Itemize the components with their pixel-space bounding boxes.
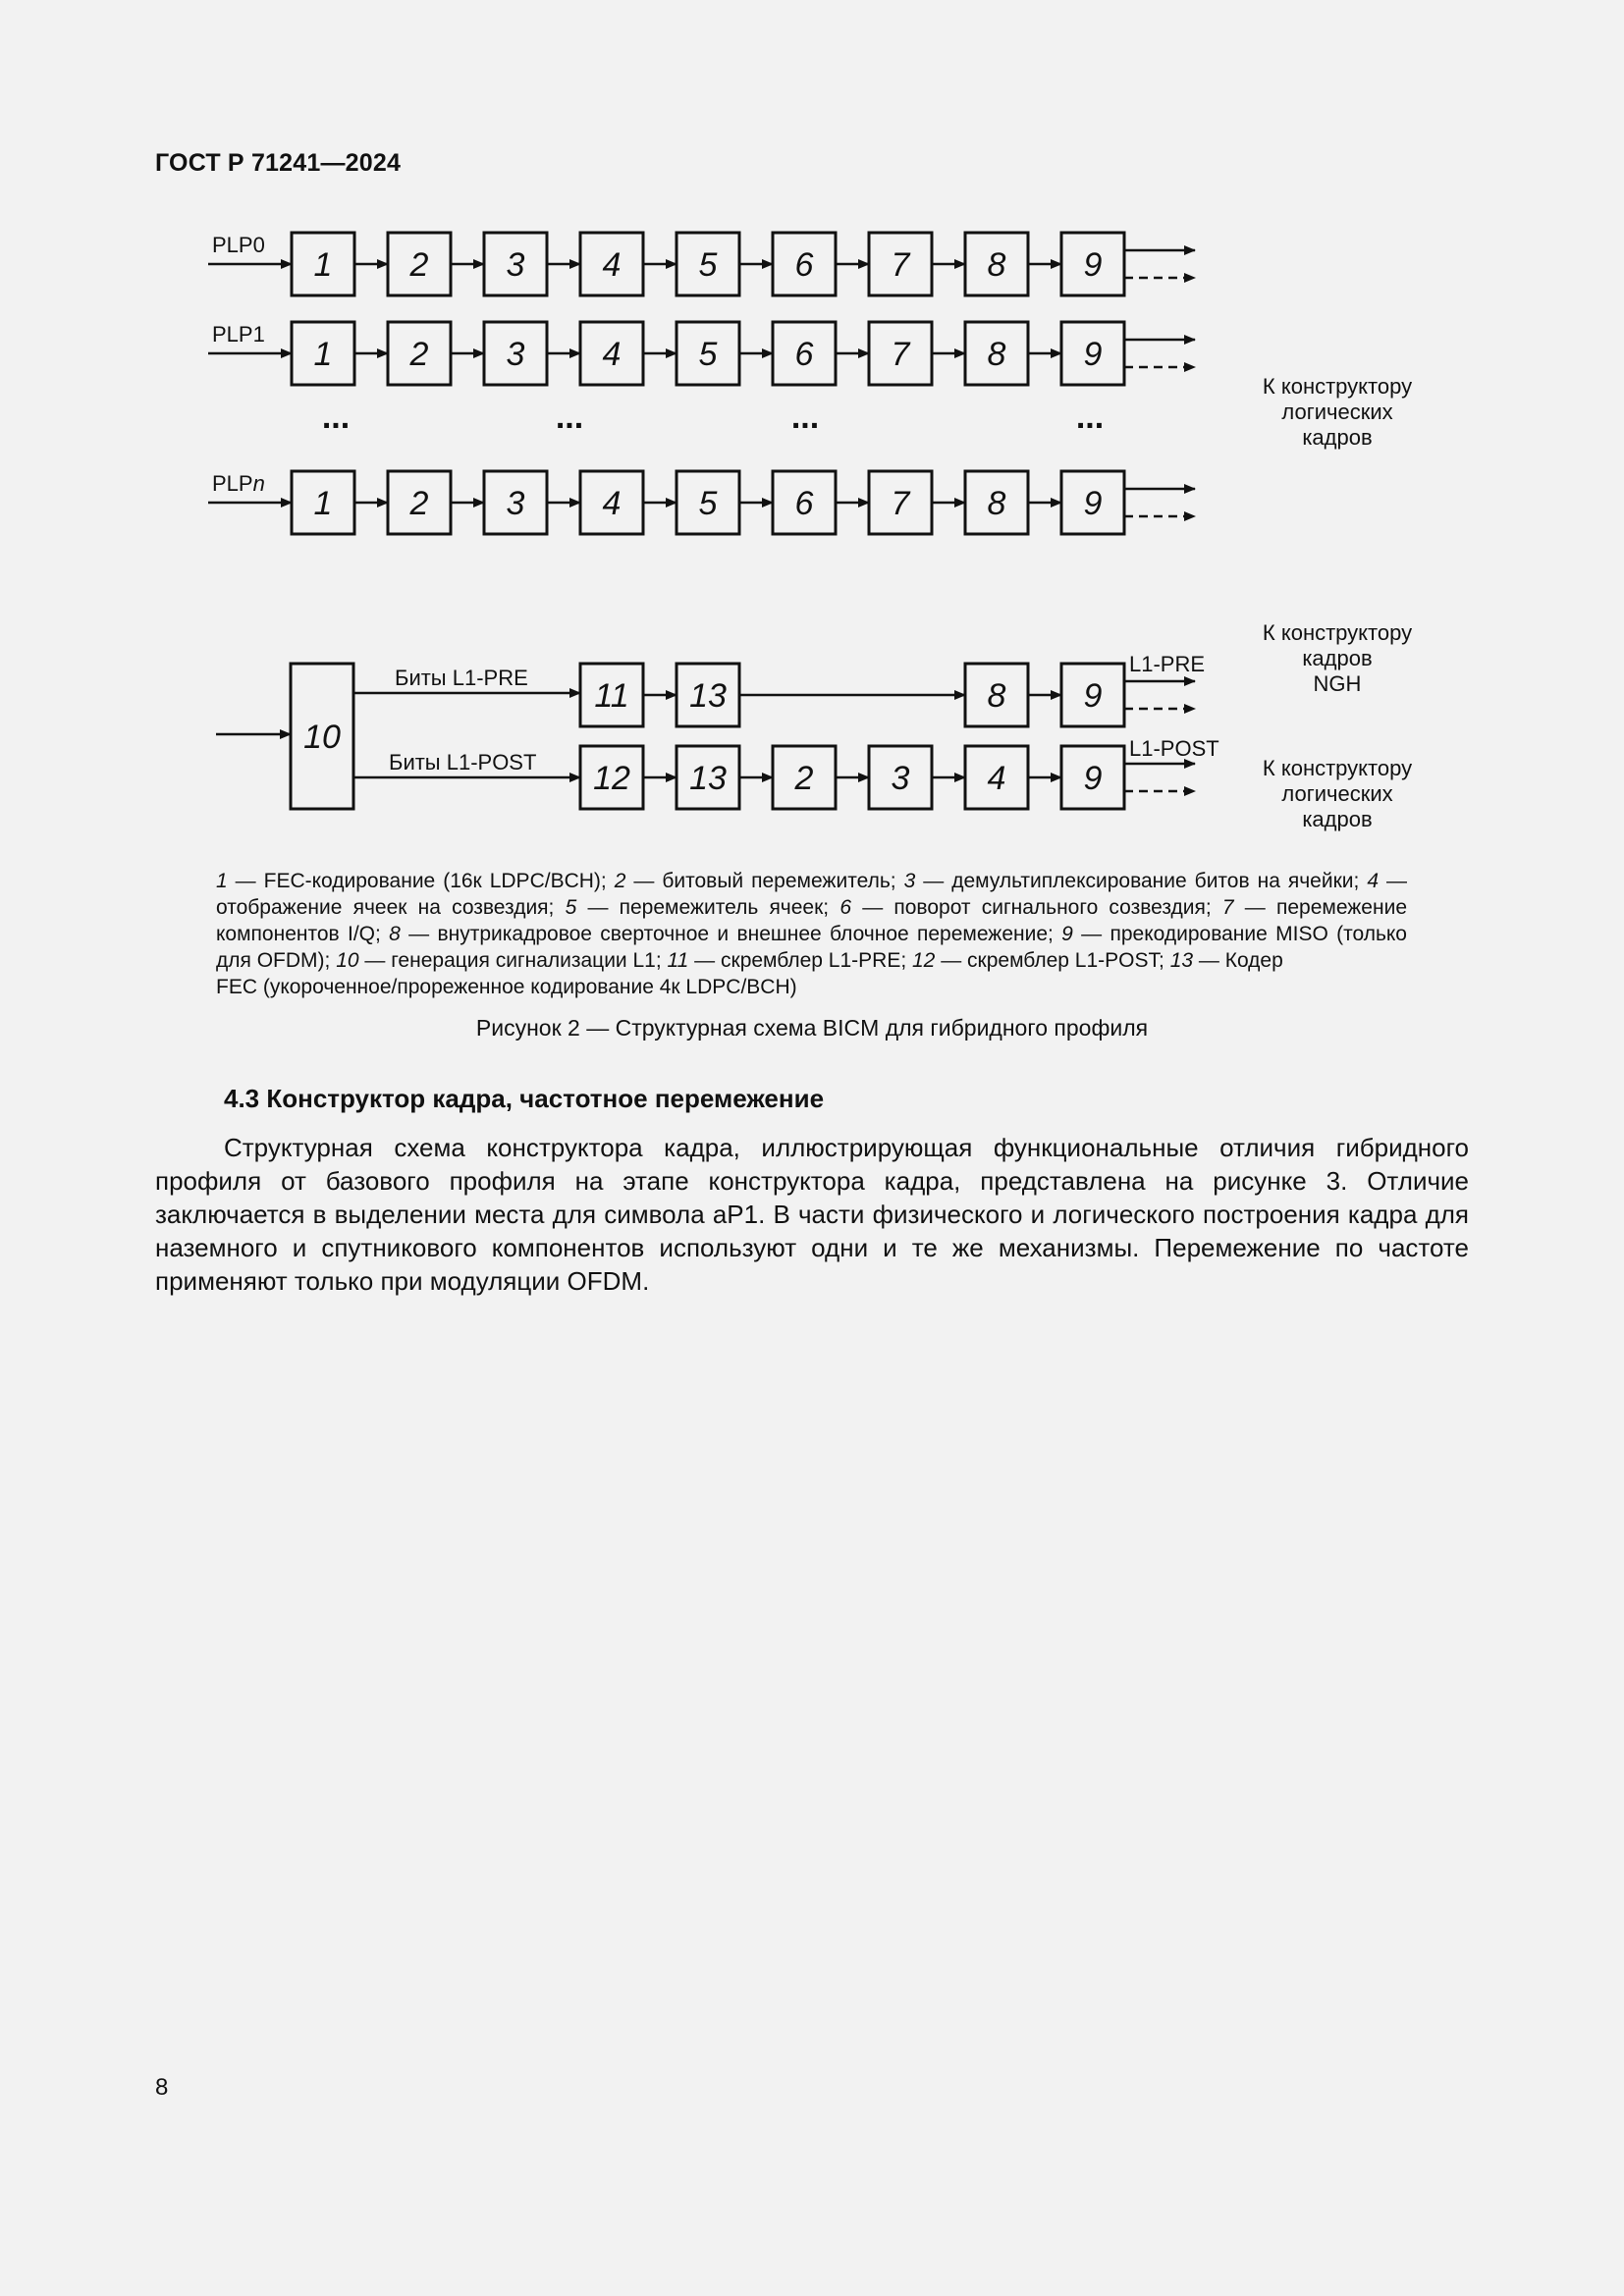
- pre-block-0-label: 11: [594, 677, 629, 715]
- row-1-block-1-label: 1: [313, 336, 333, 373]
- post-block-4-label: 4: [987, 760, 1006, 797]
- legend-text-12: — Кодер: [1193, 949, 1283, 972]
- out-post-label: L1-POST: [1129, 736, 1219, 761]
- legend-number-11: 12: [912, 949, 936, 972]
- legend-text-0: — FEC-кодирование (16к LDPC/BCH);: [227, 870, 615, 892]
- row-1-block-4-label: 4: [602, 336, 622, 373]
- legend-text-1: — битовый перемежитель;: [625, 870, 904, 892]
- post-block-5-label: 9: [1083, 760, 1103, 797]
- post-block-0-label: 12: [593, 760, 630, 797]
- row-0-block-9-label: 9: [1083, 246, 1103, 284]
- post-block-2-label: 2: [794, 760, 814, 797]
- dest-logical-bottom-line-1: логических: [1281, 781, 1393, 806]
- row-2-block-9-label: 9: [1083, 485, 1103, 522]
- row-2-block-2-label: 2: [409, 485, 429, 522]
- legend-number-1: 2: [614, 870, 626, 892]
- legend-number-6: 7: [1221, 896, 1234, 919]
- row-1-block-8-label: 8: [987, 336, 1006, 373]
- legend-number-2: 3: [903, 870, 916, 892]
- legend-number-0: 1: [216, 870, 228, 892]
- ellipsis-0: ...: [321, 399, 351, 436]
- document-header: ГОСТ Р 71241—2024: [155, 149, 402, 177]
- row-0-block-2-label: 2: [409, 246, 429, 284]
- legend-text-4: — перемежитель ячеек;: [576, 896, 840, 919]
- legend-number-3: 4: [1367, 870, 1380, 892]
- ellipsis-1: ...: [555, 399, 584, 436]
- legend-text-9: — генерация сигнализации L1;: [358, 949, 668, 972]
- dest-logical-bottom-line-2: кадров: [1302, 807, 1373, 831]
- row-2-block-4-label: 4: [602, 485, 622, 522]
- figure-legend: [216, 868, 1407, 1000]
- row-0-input-label: PLP0: [212, 233, 265, 257]
- bicm-block-diagram: [0, 0, 1624, 864]
- row-2-block-1-label: 1: [313, 485, 333, 522]
- dest-logical-top-line-1: логических: [1281, 400, 1393, 424]
- dest-logical-top-line-0: К конструктору: [1262, 374, 1413, 399]
- legend-number-12: 13: [1169, 949, 1194, 972]
- ellipsis-2: ...: [790, 399, 820, 436]
- legend-number-5: 6: [839, 896, 852, 919]
- legend-tail: FEC (укороченное/прореженное кодирование 4к LDPC/BCH): [216, 976, 797, 998]
- section-heading: 4.3 Конструктор кадра, частотное перемежение: [224, 1084, 825, 1113]
- pre-block-3-label: 9: [1083, 677, 1103, 715]
- row-0-block-5-label: 5: [698, 246, 718, 284]
- legend-text-2: — демультиплексирование битов на ячейки;: [915, 870, 1368, 892]
- row-1-input-label: PLP1: [212, 322, 265, 347]
- legend-text-11: — скремблер L1-POST;: [935, 949, 1170, 972]
- row-2-input-label: PLPn: [212, 471, 265, 496]
- legend-text-5: — поворот сигнального созвездия;: [851, 896, 1222, 919]
- dest-logical-bottom-line-0: К конструктору: [1262, 756, 1413, 780]
- legend-text-7: — внутрикадровое сверточное и внешнее блочное перемежение;: [400, 923, 1062, 945]
- row-2-block-3-label: 3: [506, 485, 525, 522]
- legend-text-10: — скремблер L1-PRE;: [688, 949, 912, 972]
- section-paragraph: Структурная схема конструктора кадра, иллюстрирующая функциональные отличия гибридного профиля от базового профиля на этапе конструктора кадра, представлена на рисунке 3. Отличие заключается в выделении места для символа aP1. В части физического и логического построения кадра для наземного и спутникового компонентов используют одни и те же механизмы. Перемежение по частоте применяют только при модуляции OFDM.: [155, 1133, 1469, 1296]
- dest-ngh-line-2: NGH: [1313, 671, 1362, 696]
- figure-caption: Рисунок 2 — Структурная схема BICM для гибридного профиля: [475, 1015, 1149, 1041]
- pre-block-1-label: 13: [689, 677, 727, 715]
- row-0-block-3-label: 3: [506, 246, 525, 284]
- pre-block-2-label: 8: [987, 677, 1006, 715]
- row-0-block-1-label: 1: [313, 246, 333, 284]
- ellipsis-3: ...: [1075, 399, 1105, 436]
- post-block-1-label: 13: [689, 760, 727, 797]
- row-0-block-8-label: 8: [987, 246, 1006, 284]
- row-0-block-6-label: 6: [794, 246, 814, 284]
- row-2-block-8-label: 8: [987, 485, 1006, 522]
- branch-post-label: Биты L1-POST: [389, 750, 537, 774]
- legend-number-4: 5: [565, 896, 577, 919]
- page-number: 8: [155, 2074, 169, 2101]
- row-1-block-9-label: 9: [1083, 336, 1103, 373]
- dest-logical-top-line-2: кадров: [1302, 425, 1373, 450]
- out-pre-label: L1-PRE: [1129, 652, 1206, 676]
- dest-ngh-line-0: К конструктору: [1262, 620, 1413, 645]
- legend-text-8: — прекодирование MISO (только для OFDM);: [216, 923, 1407, 972]
- post-block-3-label: 3: [891, 760, 910, 797]
- block-10-label: 10: [303, 719, 341, 756]
- dest-ngh-line-1: кадров: [1302, 646, 1373, 670]
- legend-number-9: 10: [336, 949, 359, 972]
- row-1-block-2-label: 2: [409, 336, 429, 373]
- legend-number-7: 8: [389, 923, 401, 945]
- row-0-block-7-label: 7: [891, 246, 910, 284]
- row-1-block-6-label: 6: [794, 336, 814, 373]
- row-2-block-6-label: 6: [794, 485, 814, 522]
- row-1-block-3-label: 3: [506, 336, 525, 373]
- row-1-block-7-label: 7: [891, 336, 910, 373]
- legend-number-10: 11: [667, 949, 689, 972]
- row-2-block-7-label: 7: [891, 485, 910, 522]
- legend-text-6: — перемежение компонентов I/Q;: [216, 896, 1407, 945]
- legend-number-8: 9: [1061, 923, 1073, 945]
- row-0-block-4-label: 4: [602, 246, 622, 284]
- row-2-block-5-label: 5: [698, 485, 718, 522]
- branch-pre-label: Биты L1-PRE: [395, 666, 528, 690]
- legend-text-3: — отображение ячеек на созвездия;: [216, 870, 1407, 919]
- row-1-block-5-label: 5: [698, 336, 718, 373]
